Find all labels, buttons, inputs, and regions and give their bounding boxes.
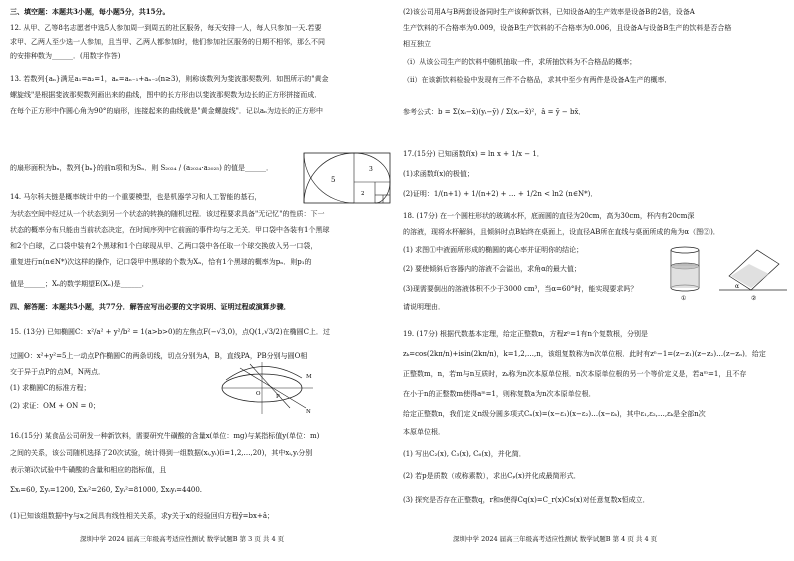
section-title-solutions: 四、解答题：本题共5小题，共77分．解答应写出必要的文字说明、证明过程或演算步骤． xyxy=(10,303,291,311)
q15-part-2: (2) 求证：OM + ON = 0； xyxy=(10,402,100,410)
q12-line-3: 的安排种数为______．(用数字作答) xyxy=(10,52,121,60)
q13-line-2: 螺旋线"是根据斐波那契数列画出来的曲线，图中的长方形由以斐波那契数为边长的正方形拼接而成． xyxy=(10,91,322,99)
q16-part-2-line-3: 相互独立 xyxy=(403,40,431,48)
q13-line-3: 在每个正方形中作圆心角为90°的扇形，连接起来的曲线就是"黄金螺旋线"．记以aₙ为边长的正方形中 xyxy=(10,107,324,115)
q15-part-1: (1) 求椭圆C的标准方程； xyxy=(10,384,91,392)
spiral-arc-1 xyxy=(304,153,354,203)
page-footer-4: 深圳中学 2024 届高三年级高考适应性测试 数学试题B 第 4 页 共 4 页 xyxy=(453,535,658,543)
q14-line-6: 值是______；Xₙ的数学期望E(Xₙ)是______． xyxy=(10,280,149,288)
q17-line-1: 17.(15分) 已知函数f(x) = ln x + 1/x − 1． xyxy=(403,150,544,158)
q16-part-2-line-1: (2)该公司用A与B两套设备同时生产该种新饮料，已知设备A的生产效率是设备B的2倍，设备A xyxy=(403,8,695,16)
alpha-label: α xyxy=(735,283,740,290)
cup-figures xyxy=(659,244,789,302)
q18-part-1: (1) 求图①中液面所形成的椭圆的离心率并证明你的结论； xyxy=(403,246,584,254)
page-footer-3: 深圳中学 2024 届高三年级高考适应性测试 数学试题B 第 3 页 共 4 页 xyxy=(80,535,285,543)
q14-line-5: 重复进行n(n∈N*)次这样的操作，记口袋甲中黑球的个数为Xₙ，恰有1个黑球的概率为pₙ．则p₁的 xyxy=(10,258,312,266)
q18-line-2: 的溶液，现将水杯解斜，且倾斜时点B始终在桌面上，设直径AB所在直线与桌面所成的角为α（图②)． xyxy=(403,228,720,236)
q18-part-2: (2) 要使倾斜后容器内的溶液不会溢出，求角α的最大值； xyxy=(403,265,581,273)
exam-page-4 xyxy=(397,0,794,561)
q19-part-2: (2) 若p是质数（或称素数），求出Cₚ(x)并化成最简形式． xyxy=(403,472,581,480)
q15-line-2: 过圆O：x²+y²=5上一动点P作椭圆C的两条切线，切点分别为A，B，直线PA，PB分别与圆O相 xyxy=(10,352,308,360)
q19-line-3: 正整数m，n，若m与n互质时，zₖ称为n次本原单位根．n次本原单位根的另一个等价定义是，若aᵐ=1，且不存 xyxy=(403,370,747,378)
q16-line-1: 16.(15分) 某食品公司研发一种新饮料，需要研究牛磺酸的含量x(单位：mg)与某指标值y(单位：m) xyxy=(10,432,320,440)
q14-line-3: 状态的概率分布只能由当前状态决定，在时间序列中它前面的事件均与之无关．甲口袋中各装有1个黑球 xyxy=(10,226,330,234)
q15-line-1: 15. (13分) 已知椭圆C：x²/a² + y²/b² = 1(a>b>0)的左焦点F(−√3,0)，点Q(1,√3/2)在椭圆C上．过 xyxy=(10,328,330,336)
figure-label-2: 2 xyxy=(361,191,365,197)
cup-figure-1 xyxy=(671,247,699,302)
q17-part-2: (2)证明：1/(n+1) + 1/(n+2) + … + 1/2n < ln2 (n∈N*)． xyxy=(403,190,598,198)
reference-formula: 参考公式：b̂ = Σ(xᵢ−x̄)(yᵢ−ȳ) / Σ(xᵢ−x̄)²，â = ȳ − b̂x̄． xyxy=(403,108,586,116)
q13-line-4: 的扇形面积为bₙ，数列{bₙ}的前n项和为Sₙ．则 S₂₀₂₄ / (a₂₀₂₄·a₂₀₂₅) 的值是______． xyxy=(10,164,274,172)
figure-label-2: ② xyxy=(751,295,757,302)
q19-line-5: 给定正整数n，我们定义n级分圆多项式Cₙ(x)=(x−ε₁)(x−ε₂)…(x−εₖ)，其中ε₁,ε₂,…,εₖ是全部n次 xyxy=(403,410,706,418)
figure-label-1: ① xyxy=(681,295,687,302)
figure-label-n: N xyxy=(306,409,311,415)
q19-line-6: 本原单位根． xyxy=(403,428,445,436)
q14-line-1: 14. 马尔科夫链是概率统计中的一个重要模型，也是机器学习和人工智能的基石， xyxy=(10,193,262,201)
q16-part-1: (1)已知该组数据中y与x之间具有线性相关关系，求y关于x的经验回归方程ŷ=b̂x+â； xyxy=(10,512,275,520)
section-title-fill-blank: 三、填空题：本题共3小题，每小题5分，共15分。 xyxy=(10,8,170,16)
q15-line-3: 交于异于点P的点M，N两点． xyxy=(10,368,106,376)
q18-part-3: (3)现需要倒出的溶液体积不少于3000 cm³，当α=60°时，能实现要求吗？ xyxy=(403,285,638,293)
q19-line-2: zₖ=cos(2kπ/n)+isin(2kπ/n)，k=1,2,…,n，该组复数称为n次单位根．此时有zⁿ−1=(z−z₁)(z−z₂)…(z−zₙ)．给定 xyxy=(403,350,766,358)
cup-figure-2 xyxy=(719,250,787,302)
q18-explain: 请说明理由． xyxy=(403,303,445,311)
golden-spiral-figure xyxy=(303,152,391,204)
q16-part-2-i: （i）从该公司生产的饮料中随机抽取一件，求所抽饮料为不合格品的概率； xyxy=(403,58,637,66)
q12-line-1: 12. 从甲、乙等8名志愿者中选5人参加周一到周五的社区服务，每天安排一人，每人只参加一天.若要 xyxy=(10,24,322,32)
q18-line-1: 18. (17分) 在一个圆柱形状的玻璃水杯，底面圆的直径为20cm，高为30cm，杯内有20cm深 xyxy=(403,212,695,220)
figure-label-5: 5 xyxy=(331,176,336,184)
q16-part-2-line-2: 生产饮料的不合格率为0.009，设备B生产饮料的不合格率为0.006，且设备A与设备B生产的饮料是否合格 xyxy=(403,24,732,32)
q19-part-1: (1) 写出C₂(x), C₃(x), C₆(x)，并化简． xyxy=(403,450,526,458)
q14-line-4: 和2个白球，乙口袋中装有2个黑球和1个白球现从甲、乙两口袋中各任取一个球交换放入另一口袋， xyxy=(10,242,318,250)
q17-part-1: (1)求函数f(x)的极值； xyxy=(403,170,474,178)
q14-line-2: 为状态空间中经过从一个状态到另一个状态的转换的随机过程．该过程要求具备"无记忆"的性质：下一 xyxy=(10,210,325,218)
ellipse-tangent-figure xyxy=(220,358,315,416)
spiral-arc-3 xyxy=(375,182,390,203)
figure-label-p: P xyxy=(276,394,280,400)
figure-label-o: O xyxy=(256,391,261,397)
q12-line-2: 求甲、乙两人至少选一人参加，且当甲、乙两人都参加时，他们参加社区服务的日期不相邻，那么不同 xyxy=(10,38,325,46)
q16-line-3: 表示第i次试验中牛磺酸的含量和相应的指标值，且 xyxy=(10,466,167,474)
q16-sums: Σxᵢ=60, Σyᵢ=1200, Σxᵢ²=260, Σyᵢ²=81000, Σxᵢyᵢ=4400. xyxy=(10,486,203,494)
q16-line-2: 之间的关系，该公司随机选择了20次试验，统计得到一组数据(xᵢ,yᵢ)(i=1,2,…,20)，其中xᵢ,yᵢ分别 xyxy=(10,449,313,457)
q13-line-1: 13. 若数列{aₙ}满足a₁=a₂=1，aₙ=aₙ₋₁+aₙ₋₂(n≥3)，则称该数列为斐波那契数列．如图所示的"黄金 xyxy=(10,75,329,83)
figure-label-m: M xyxy=(306,374,312,380)
q19-part-3: (3) 探究是否存在正整数q，r和s使得Cq(x)=C_r(x)Cs(x)对任意复数x恒成立． xyxy=(403,496,650,504)
figure-label-3: 3 xyxy=(369,166,373,173)
figure-outer-rect xyxy=(304,153,390,203)
q16-part-2-ii: （ii）在该新饮料检验中发现有三件不合格品，求其中至少有两件是设备A生产的概率． xyxy=(403,76,672,84)
q19-line-1: 19. (17分) 根据代数基本定理，给定正整数n，方程zⁿ=1有n个复数根，分别是 xyxy=(403,330,649,338)
q19-line-4: 在小于n的正整数m使得aᵐ=1，则称复数a为n次本原单位根． xyxy=(403,390,596,398)
